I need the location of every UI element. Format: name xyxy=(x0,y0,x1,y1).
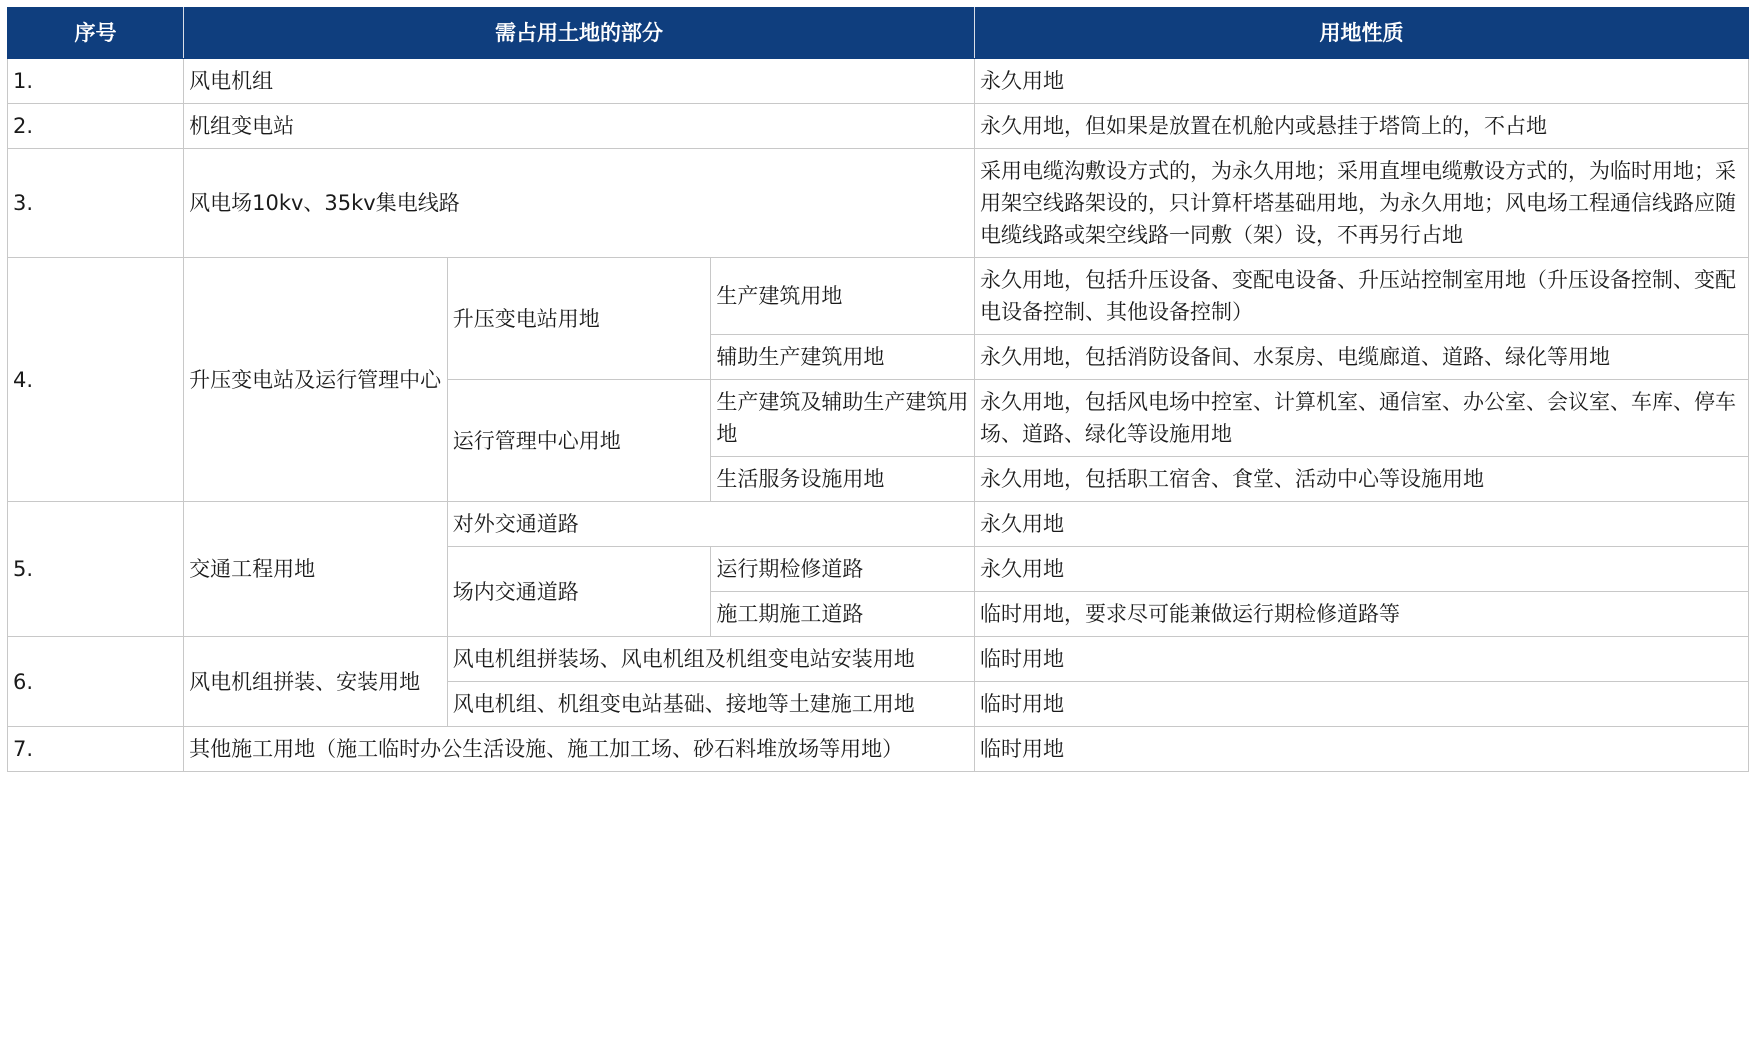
land-part: 风电场10kv、35kv集电线路 xyxy=(184,149,975,258)
land-nature: 临时用地，要求尽可能兼做运行期检修道路等 xyxy=(974,592,1748,637)
land-subpart: 场内交通道路 xyxy=(447,547,711,637)
land-nature: 永久用地 xyxy=(974,547,1748,592)
land-subsubpart: 辅助生产建筑用地 xyxy=(711,335,975,380)
land-nature: 临时用地 xyxy=(974,727,1748,772)
land-nature: 采用电缆沟敷设方式的，为永久用地；采用直埋电缆敷设方式的，为临时用地；采用架空线路架设的，只计算杆塔基础用地，为永久用地；风电场工程通信线路应随电缆线路或架空线路一同敷（架）设，不再另行占地 xyxy=(974,149,1748,258)
land-nature: 永久用地，包括风电场中控室、计算机室、通信室、办公室、会议室、车库、停车场、道路、绿化等设施用地 xyxy=(974,380,1748,457)
land-nature: 永久用地 xyxy=(974,59,1748,104)
land-subpart: 对外交通道路 xyxy=(447,502,974,547)
land-part: 交通工程用地 xyxy=(184,502,448,637)
land-subpart: 运行管理中心用地 xyxy=(447,380,711,502)
land-nature: 永久用地，包括升压设备、变配电设备、升压站控制室用地（升压设备控制、变配电设备控制、其他设备控制） xyxy=(974,258,1748,335)
land-subsubpart: 施工期施工道路 xyxy=(711,592,975,637)
land-subsubpart: 运行期检修道路 xyxy=(711,547,975,592)
land-part: 升压变电站及运行管理中心 xyxy=(184,258,448,502)
header-nature: 用地性质 xyxy=(974,8,1748,59)
table-row xyxy=(8,104,1749,149)
header-seq: 序号 xyxy=(8,8,184,59)
table-row xyxy=(8,637,1749,682)
land-part: 其他施工用地（施工临时办公生活设施、施工加工场、砂石料堆放场等用地） xyxy=(184,727,975,772)
land-nature: 永久用地，包括消防设备间、水泵房、电缆廊道、道路、绿化等用地 xyxy=(974,335,1748,380)
land-part: 风电机组 xyxy=(184,59,975,104)
land-subsubpart: 生产建筑用地 xyxy=(711,258,975,335)
table-row xyxy=(8,258,1749,335)
land-part: 风电机组拼装、安装用地 xyxy=(184,637,448,727)
row-number: 5. xyxy=(8,502,184,637)
land-nature: 永久用地，但如果是放置在机舱内或悬挂于塔筒上的，不占地 xyxy=(974,104,1748,149)
row-number: 1. xyxy=(8,59,184,104)
row-number: 2. xyxy=(8,104,184,149)
land-nature: 永久用地，包括职工宿舍、食堂、活动中心等设施用地 xyxy=(974,457,1748,502)
land-subpart: 风电机组拼装场、风电机组及机组变电站安装用地 xyxy=(447,637,974,682)
land-nature: 临时用地 xyxy=(974,682,1748,727)
land-part: 机组变电站 xyxy=(184,104,975,149)
row-number: 6. xyxy=(8,637,184,727)
table-row xyxy=(8,502,1749,547)
land-nature: 永久用地 xyxy=(974,502,1748,547)
land-subpart: 升压变电站用地 xyxy=(447,258,711,380)
row-number: 7. xyxy=(8,727,184,772)
land-subsubpart: 生活服务设施用地 xyxy=(711,457,975,502)
land-use-table xyxy=(7,7,1749,772)
header-part: 需占用土地的部分 xyxy=(184,8,975,59)
table-row xyxy=(8,59,1749,104)
row-number: 4. xyxy=(8,258,184,502)
land-nature: 临时用地 xyxy=(974,637,1748,682)
row-number: 3. xyxy=(8,149,184,258)
table-header-row xyxy=(8,8,1749,59)
table-row xyxy=(8,149,1749,258)
land-subsubpart: 生产建筑及辅助生产建筑用地 xyxy=(711,380,975,457)
table-row xyxy=(8,727,1749,772)
land-subpart: 风电机组、机组变电站基础、接地等土建施工用地 xyxy=(447,682,974,727)
